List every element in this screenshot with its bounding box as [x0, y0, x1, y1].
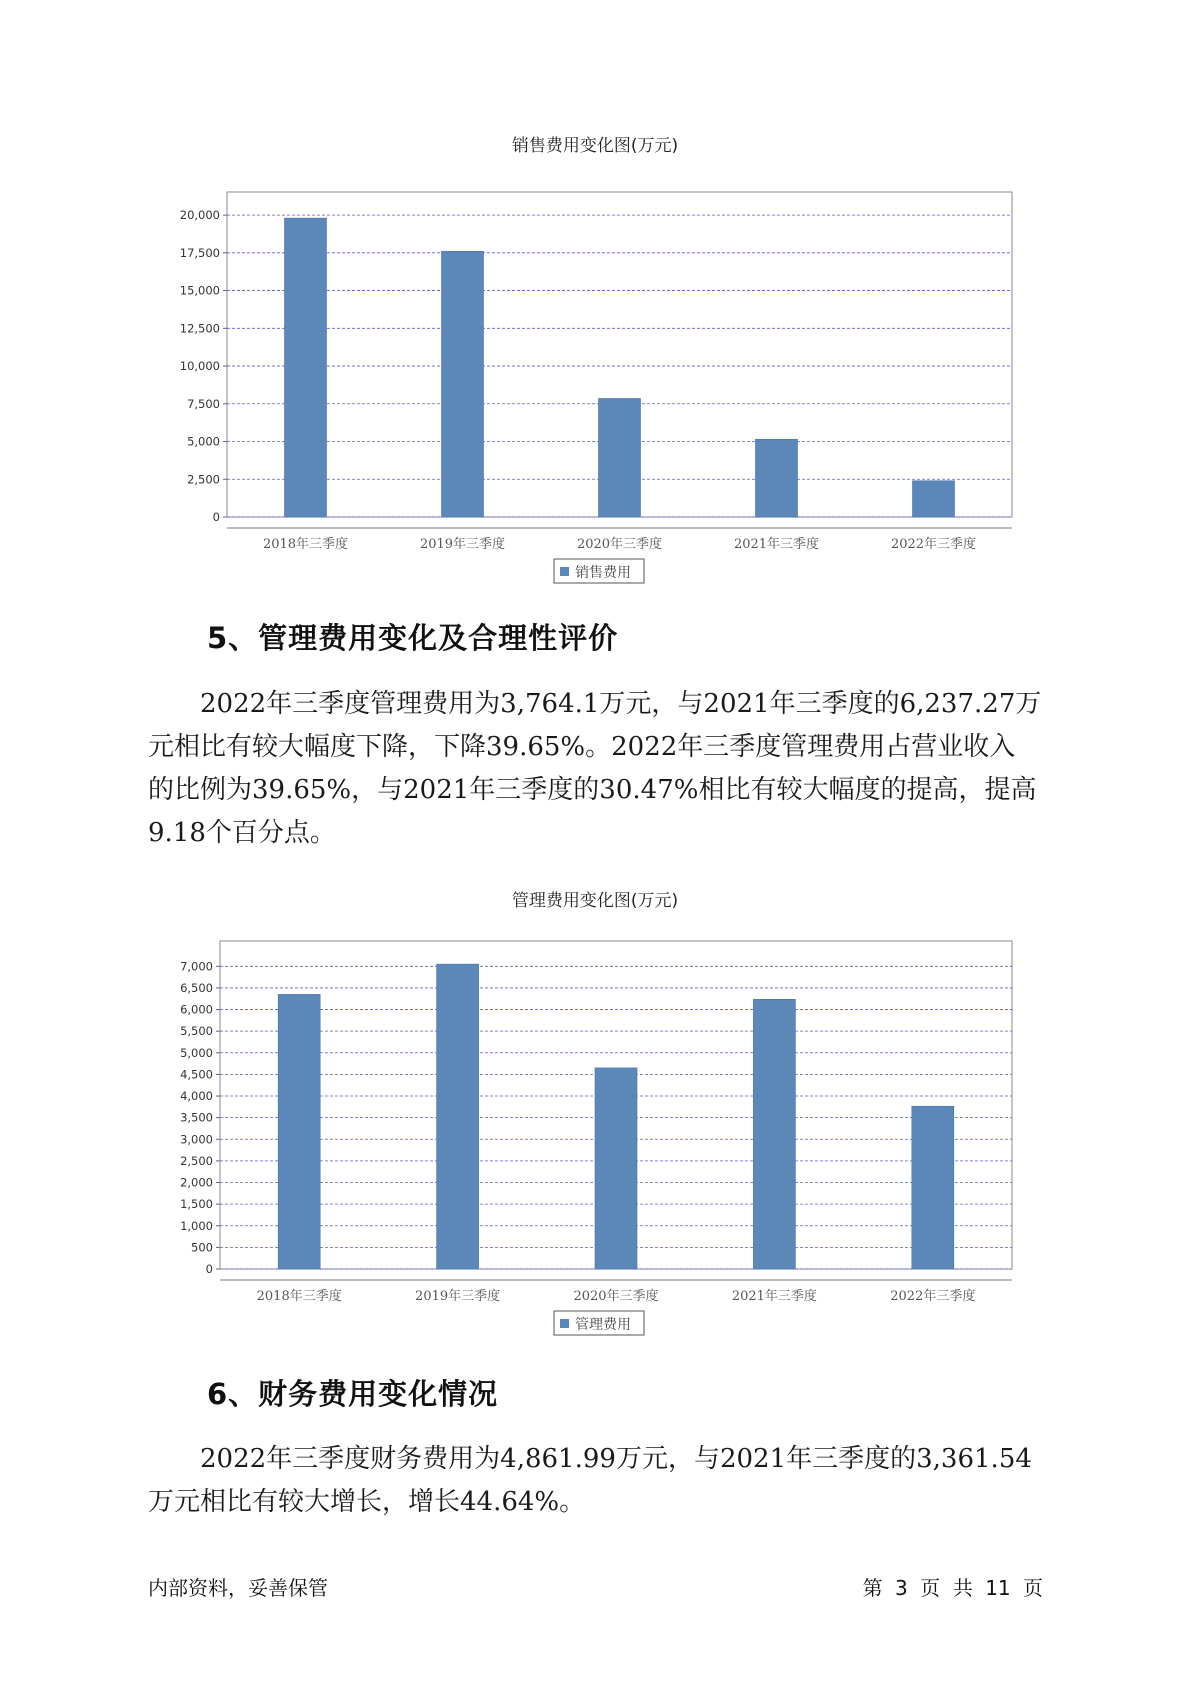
bar	[753, 999, 795, 1269]
bar	[442, 251, 484, 517]
x-tick-label: 2018年三季度	[256, 1289, 342, 1304]
legend-label: 销售费用	[575, 565, 631, 581]
chart-title: 销售费用变化图(万元)	[511, 136, 679, 156]
footer-page-mid: 页 共	[920, 1576, 973, 1600]
y-tick-label: 17,500	[179, 245, 220, 260]
x-tick-label: 2020年三季度	[576, 537, 663, 552]
sales-expense-chart-svg	[0, 125, 1191, 595]
y-tick-label: 500	[191, 1240, 213, 1255]
bar	[913, 481, 955, 517]
footer-confidential-note: 内部资料，妥善保管	[148, 1576, 328, 1600]
y-tick-label: 7,000	[180, 959, 213, 974]
y-tick-label: 1,500	[180, 1197, 213, 1212]
bar	[437, 964, 479, 1269]
x-tick-label: 2019年三季度	[419, 537, 506, 552]
paragraph-line: 2022年三季度财务费用为4,861.99万元，与2021年三季度的3,361.54	[200, 1444, 1032, 1474]
y-tick-label: 5,000	[187, 434, 220, 449]
y-tick-label: 5,000	[180, 1045, 213, 1060]
y-tick-label: 4,000	[180, 1089, 213, 1104]
paragraph-line: 万元相比有较大增长，增长44.64%。	[148, 1487, 586, 1517]
y-tick-label: 20,000	[179, 208, 220, 223]
paragraph-line: 元相比有较大幅度下降，下降39.65%。2022年三季度管理费用占营业收入	[148, 732, 1016, 762]
y-tick-label: 12,500	[179, 321, 220, 336]
footer-total-pages: 11	[985, 1576, 1011, 1600]
legend-swatch	[560, 1319, 569, 1328]
legend-swatch	[560, 567, 569, 576]
x-tick-label: 2020年三季度	[573, 1289, 659, 1304]
bar	[278, 994, 320, 1269]
x-tick-label: 2021年三季度	[733, 537, 820, 552]
x-tick-label: 2019年三季度	[415, 1289, 501, 1304]
x-tick-label: 2022年三季度	[890, 537, 977, 552]
paragraph-line: 的比例为39.65%，与2021年三季度的30.47%相比有较大幅度的提高，提高	[148, 775, 1037, 805]
paragraph-line: 9.18个百分点。	[148, 818, 336, 848]
y-tick-label: 5,500	[180, 1024, 213, 1039]
admin-expense-chart-svg	[0, 880, 1191, 1350]
footer-page-number	[857, 1572, 1043, 1601]
y-tick-label: 6,500	[180, 980, 213, 995]
y-tick-label: 1,000	[180, 1218, 213, 1233]
bar	[599, 399, 641, 517]
admin-expense-chart	[0, 880, 1191, 1350]
x-tick-label: 2022年三季度	[890, 1289, 976, 1304]
y-tick-label: 4,500	[180, 1067, 213, 1082]
section-6-title: 6、财务费用变化情况	[207, 1377, 499, 1411]
y-tick-label: 3,500	[180, 1110, 213, 1125]
y-tick-label: 3,000	[180, 1132, 213, 1147]
footer-current-page: 3	[895, 1576, 908, 1600]
legend-label: 管理费用	[575, 1317, 631, 1333]
bar	[595, 1068, 637, 1269]
footer-page-suffix: 页	[1023, 1576, 1043, 1600]
paragraph-line: 2022年三季度管理费用为3,764.1万元，与2021年三季度的6,237.27万	[200, 689, 1042, 719]
y-tick-label: 0	[212, 510, 220, 524]
sales-expense-chart	[0, 125, 1191, 595]
y-tick-label: 7,500	[187, 396, 220, 411]
section-5-paragraph	[148, 683, 1048, 855]
y-tick-label: 2,500	[187, 472, 220, 487]
y-tick-label: 0	[205, 1262, 213, 1276]
section-6-paragraph	[148, 1438, 1048, 1524]
x-tick-label: 2018年三季度	[262, 537, 349, 552]
y-tick-label: 10,000	[179, 359, 220, 374]
x-tick-label: 2021年三季度	[731, 1289, 817, 1304]
y-tick-label: 6,000	[180, 1002, 213, 1017]
chart-title: 管理费用变化图(万元)	[511, 891, 679, 911]
y-tick-label: 2,500	[180, 1153, 213, 1168]
footer-page-prefix: 第	[862, 1576, 883, 1600]
bar	[285, 218, 327, 517]
bar	[912, 1106, 954, 1269]
y-tick-label: 15,000	[179, 283, 220, 298]
section-5-title: 5、管理费用变化及合理性评价	[207, 621, 619, 655]
bar	[756, 439, 798, 517]
y-tick-label: 2,000	[180, 1175, 213, 1190]
